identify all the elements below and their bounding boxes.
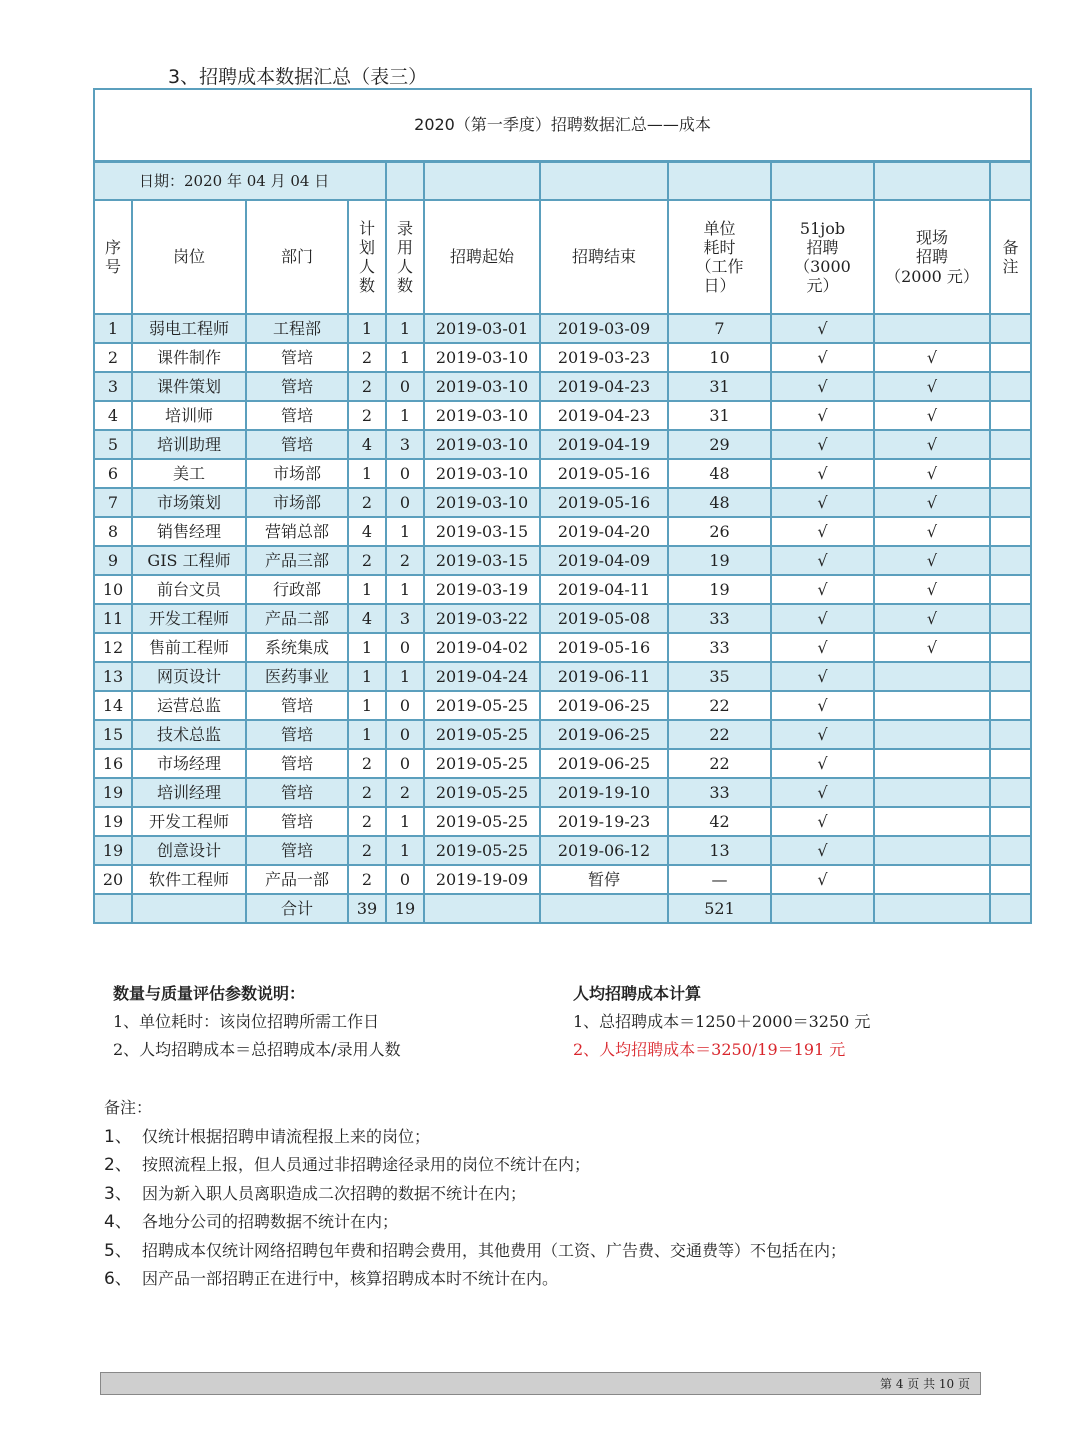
table-row (94, 343, 1031, 372)
table-row (94, 807, 1031, 836)
row-remark (990, 691, 1031, 720)
row-position: 课件制作 (132, 343, 246, 372)
remark-item (104, 1180, 964, 1209)
row-start: 2019-03-15 (424, 517, 540, 546)
row-remark (990, 401, 1031, 430)
table-row (94, 865, 1031, 894)
row-remark (990, 343, 1031, 372)
row-planned: 2 (348, 488, 386, 517)
row-51job: √ (771, 604, 874, 633)
evaluation-notes-title: 数量与质量评估参数说明： (113, 984, 306, 1003)
row-onsite: √ (874, 488, 990, 517)
cost-calculation-line-1: 1、总招聘成本＝1250＋2000＝3250 元 (573, 1012, 871, 1031)
row-start: 2019-03-10 (424, 459, 540, 488)
row-index: 15 (94, 720, 132, 749)
row-index: 19 (94, 778, 132, 807)
row-department: 管培 (246, 778, 348, 807)
row-days: 26 (668, 517, 771, 546)
row-index: 3 (94, 372, 132, 401)
row-planned: 1 (348, 575, 386, 604)
row-onsite: √ (874, 633, 990, 662)
table-title: 2020（第一季度）招聘数据汇总——成本 (94, 89, 1031, 162)
recruitment-cost-table (93, 88, 1032, 924)
total-days: 521 (668, 894, 771, 923)
row-position: 培训助理 (132, 430, 246, 459)
row-end: 2019-06-11 (540, 662, 668, 691)
row-index: 19 (94, 807, 132, 836)
row-hired: 2 (386, 778, 424, 807)
row-position: 开发工程师 (132, 604, 246, 633)
table-date: 日期：2020 年 04 月 04 日 (94, 162, 386, 201)
row-onsite: √ (874, 575, 990, 604)
row-remark (990, 604, 1031, 633)
row-planned: 2 (348, 836, 386, 865)
row-position: 售前工程师 (132, 633, 246, 662)
remark-number: 6、 (104, 1269, 132, 1289)
row-hired: 1 (386, 314, 424, 343)
header-index: 序 号 (94, 200, 132, 314)
row-position: 课件策划 (132, 372, 246, 401)
table-row (94, 517, 1031, 546)
row-end: 2019-04-09 (540, 546, 668, 575)
row-onsite: √ (874, 343, 990, 372)
row-51job: √ (771, 314, 874, 343)
row-hired: 0 (386, 749, 424, 778)
total-row (94, 894, 1031, 923)
row-51job: √ (771, 633, 874, 662)
row-start: 2019-05-25 (424, 778, 540, 807)
row-position: 开发工程师 (132, 807, 246, 836)
row-end: 2019-19-10 (540, 778, 668, 807)
remarks-list (104, 1123, 964, 1294)
row-onsite (874, 865, 990, 894)
row-position: 网页设计 (132, 662, 246, 691)
row-onsite (874, 807, 990, 836)
row-department: 管培 (246, 749, 348, 778)
row-index: 6 (94, 459, 132, 488)
remark-item (104, 1151, 964, 1180)
row-51job: √ (771, 575, 874, 604)
row-start: 2019-05-25 (424, 807, 540, 836)
remark-number: 1、 (104, 1126, 132, 1147)
row-end: 2019-05-16 (540, 488, 668, 517)
total-planned: 39 (348, 894, 386, 923)
row-hired: 1 (386, 517, 424, 546)
row-planned: 1 (348, 633, 386, 662)
row-end: 2019-06-25 (540, 749, 668, 778)
row-hired: 0 (386, 865, 424, 894)
table-row (94, 720, 1031, 749)
header-row (94, 200, 1031, 314)
date-row (94, 162, 1031, 201)
row-index: 16 (94, 749, 132, 778)
row-index: 8 (94, 517, 132, 546)
row-hired: 1 (386, 807, 424, 836)
row-hired: 0 (386, 633, 424, 662)
row-planned: 4 (348, 517, 386, 546)
row-planned: 2 (348, 546, 386, 575)
evaluation-notes (113, 980, 401, 1064)
header-planned: 计 划 人 数 (348, 200, 386, 314)
row-hired: 1 (386, 343, 424, 372)
row-days: 22 (668, 749, 771, 778)
table-row (94, 575, 1031, 604)
cost-table-frame (93, 88, 1030, 924)
row-index: 2 (94, 343, 132, 372)
row-position: 弱电工程师 (132, 314, 246, 343)
row-remark (990, 836, 1031, 865)
total-hired: 19 (386, 894, 424, 923)
row-hired: 2 (386, 546, 424, 575)
row-department: 系统集成 (246, 633, 348, 662)
table-row (94, 836, 1031, 865)
row-planned: 4 (348, 430, 386, 459)
row-position: 销售经理 (132, 517, 246, 546)
row-department: 医药事业 (246, 662, 348, 691)
row-days: 29 (668, 430, 771, 459)
row-position: 技术总监 (132, 720, 246, 749)
row-remark (990, 546, 1031, 575)
row-end: 2019-04-11 (540, 575, 668, 604)
table-row (94, 314, 1031, 343)
row-51job: √ (771, 807, 874, 836)
page-footer (100, 1372, 981, 1395)
row-remark (990, 488, 1031, 517)
row-onsite: √ (874, 459, 990, 488)
row-onsite: √ (874, 604, 990, 633)
row-hired: 0 (386, 691, 424, 720)
row-end: 暂停 (540, 865, 668, 894)
row-days: 33 (668, 778, 771, 807)
row-start: 2019-04-24 (424, 662, 540, 691)
row-end: 2019-05-08 (540, 604, 668, 633)
remark-text: 仅统计根据招聘申请流程报上来的岗位； (142, 1126, 431, 1146)
row-planned: 1 (348, 314, 386, 343)
row-end: 2019-05-16 (540, 459, 668, 488)
remark-text: 因产品一部招聘正在进行中，核算招聘成本时不统计在内。 (142, 1269, 559, 1288)
row-department: 工程部 (246, 314, 348, 343)
row-planned: 2 (348, 372, 386, 401)
remark-number: 2、 (104, 1155, 132, 1175)
table-row (94, 662, 1031, 691)
row-start: 2019-05-25 (424, 691, 540, 720)
remarks-title: 备注： (104, 1098, 153, 1117)
row-planned: 1 (348, 720, 386, 749)
row-51job: √ (771, 749, 874, 778)
table-row (94, 546, 1031, 575)
row-hired: 3 (386, 604, 424, 633)
row-start: 2019-05-25 (424, 836, 540, 865)
remark-item (104, 1208, 964, 1237)
row-department: 产品一部 (246, 865, 348, 894)
row-remark (990, 720, 1031, 749)
row-department: 市场部 (246, 488, 348, 517)
row-department: 管培 (246, 372, 348, 401)
row-position: 培训师 (132, 401, 246, 430)
header-remark: 备 注 (990, 200, 1031, 314)
row-start: 2019-03-10 (424, 372, 540, 401)
row-start: 2019-19-09 (424, 865, 540, 894)
cost-calculation-line-2: 2、人均招聘成本＝3250/19＝191 元 (573, 1040, 846, 1059)
row-index: 11 (94, 604, 132, 633)
remark-number: 4、 (104, 1212, 132, 1232)
row-start: 2019-03-10 (424, 401, 540, 430)
row-51job: √ (771, 430, 874, 459)
row-51job: √ (771, 372, 874, 401)
row-days: 22 (668, 691, 771, 720)
row-index: 12 (94, 633, 132, 662)
row-end: 2019-03-23 (540, 343, 668, 372)
row-51job: √ (771, 720, 874, 749)
row-start: 2019-03-10 (424, 488, 540, 517)
row-department: 市场部 (246, 459, 348, 488)
row-days: 48 (668, 488, 771, 517)
row-index: 1 (94, 314, 132, 343)
row-51job: √ (771, 517, 874, 546)
remark-number: 5、 (104, 1240, 132, 1261)
row-index: 14 (94, 691, 132, 720)
row-hired: 3 (386, 430, 424, 459)
header-end: 招聘结束 (540, 200, 668, 314)
row-51job: √ (771, 778, 874, 807)
row-remark (990, 662, 1031, 691)
row-onsite: √ (874, 430, 990, 459)
table-row (94, 372, 1031, 401)
row-hired: 1 (386, 836, 424, 865)
row-days: — (668, 865, 771, 894)
row-planned: 4 (348, 604, 386, 633)
table-row (94, 488, 1031, 517)
table-row (94, 633, 1031, 662)
row-remark (990, 633, 1031, 662)
remark-number: 3、 (104, 1183, 132, 1204)
row-department: 管培 (246, 836, 348, 865)
row-remark (990, 372, 1031, 401)
row-onsite (874, 778, 990, 807)
row-days: 33 (668, 604, 771, 633)
section-heading: 3、招聘成本数据汇总（表三） (168, 66, 428, 88)
row-position: 创意设计 (132, 836, 246, 865)
header-duration: 单位 耗时 （工作 日） (668, 200, 771, 314)
page-number: 第 4 页 共 10 页 (880, 1377, 970, 1391)
row-index: 7 (94, 488, 132, 517)
evaluation-note-2: 2、人均招聘成本＝总招聘成本/录用人数 (113, 1040, 401, 1059)
row-onsite (874, 662, 990, 691)
row-position: 运营总监 (132, 691, 246, 720)
row-index: 9 (94, 546, 132, 575)
row-planned: 2 (348, 401, 386, 430)
row-days: 31 (668, 401, 771, 430)
row-onsite: √ (874, 372, 990, 401)
row-remark (990, 575, 1031, 604)
header-department: 部门 (246, 200, 348, 314)
row-position: 软件工程师 (132, 865, 246, 894)
table-row (94, 691, 1031, 720)
row-planned: 2 (348, 778, 386, 807)
remark-item (104, 1123, 964, 1152)
row-hired: 0 (386, 372, 424, 401)
row-hired: 0 (386, 488, 424, 517)
row-51job: √ (771, 401, 874, 430)
row-days: 48 (668, 459, 771, 488)
row-remark (990, 749, 1031, 778)
row-start: 2019-05-25 (424, 749, 540, 778)
row-department: 产品三部 (246, 546, 348, 575)
table-row (94, 778, 1031, 807)
row-51job: √ (771, 488, 874, 517)
row-51job: √ (771, 459, 874, 488)
row-onsite: √ (874, 517, 990, 546)
row-department: 管培 (246, 430, 348, 459)
remark-text: 各地分公司的招聘数据不统计在内； (142, 1212, 399, 1231)
row-days: 19 (668, 546, 771, 575)
total-label: 合计 (246, 894, 348, 923)
row-index: 4 (94, 401, 132, 430)
row-days: 13 (668, 836, 771, 865)
row-51job: √ (771, 691, 874, 720)
cost-calculation (573, 980, 870, 1064)
row-days: 42 (668, 807, 771, 836)
remark-text: 因为新入职人员离职造成二次招聘的数据不统计在内； (142, 1183, 527, 1203)
row-end: 2019-05-16 (540, 633, 668, 662)
row-days: 22 (668, 720, 771, 749)
row-remark (990, 459, 1031, 488)
row-index: 13 (94, 662, 132, 691)
remark-text: 按照流程上报，但人员通过非招聘途径录用的岗位不统计在内； (142, 1155, 591, 1174)
row-days: 31 (668, 372, 771, 401)
header-onsite: 现场 招聘 （2000 元） (874, 200, 990, 314)
row-department: 产品二部 (246, 604, 348, 633)
row-51job: √ (771, 662, 874, 691)
row-end: 2019-04-19 (540, 430, 668, 459)
row-position: 市场经理 (132, 749, 246, 778)
row-onsite (874, 314, 990, 343)
row-51job: √ (771, 546, 874, 575)
row-onsite (874, 836, 990, 865)
row-start: 2019-03-10 (424, 343, 540, 372)
row-start: 2019-04-02 (424, 633, 540, 662)
row-remark (990, 778, 1031, 807)
row-hired: 0 (386, 720, 424, 749)
row-end: 2019-06-25 (540, 720, 668, 749)
row-end: 2019-04-20 (540, 517, 668, 546)
row-51job: √ (771, 865, 874, 894)
cost-calculation-title: 人均招聘成本计算 (573, 984, 702, 1003)
row-51job: √ (771, 836, 874, 865)
row-remark (990, 430, 1031, 459)
row-department: 行政部 (246, 575, 348, 604)
row-department: 营销总部 (246, 517, 348, 546)
row-department: 管培 (246, 691, 348, 720)
row-start: 2019-03-10 (424, 430, 540, 459)
row-start: 2019-05-25 (424, 720, 540, 749)
table-row (94, 459, 1031, 488)
row-hired: 1 (386, 401, 424, 430)
row-remark (990, 865, 1031, 894)
row-onsite (874, 720, 990, 749)
header-position: 岗位 (132, 200, 246, 314)
row-remark (990, 517, 1031, 546)
row-onsite: √ (874, 546, 990, 575)
row-planned: 2 (348, 343, 386, 372)
row-start: 2019-03-22 (424, 604, 540, 633)
row-index: 19 (94, 836, 132, 865)
row-end: 2019-04-23 (540, 401, 668, 430)
row-end: 2019-19-23 (540, 807, 668, 836)
row-start: 2019-03-01 (424, 314, 540, 343)
row-planned: 1 (348, 691, 386, 720)
row-onsite (874, 749, 990, 778)
row-department: 管培 (246, 807, 348, 836)
row-position: 市场策划 (132, 488, 246, 517)
row-start: 2019-03-19 (424, 575, 540, 604)
header-51job: 51job 招聘 （3000 元） (771, 200, 874, 314)
row-end: 2019-06-12 (540, 836, 668, 865)
row-days: 7 (668, 314, 771, 343)
row-days: 10 (668, 343, 771, 372)
remark-item (104, 1265, 964, 1294)
remarks-section (104, 1094, 964, 1294)
row-hired: 0 (386, 459, 424, 488)
row-end: 2019-04-23 (540, 372, 668, 401)
row-days: 33 (668, 633, 771, 662)
evaluation-note-1: 1、单位耗时：该岗位招聘所需工作日 (113, 1012, 380, 1031)
row-remark (990, 314, 1031, 343)
remark-item (104, 1237, 964, 1266)
row-department: 管培 (246, 720, 348, 749)
row-department: 管培 (246, 343, 348, 372)
row-hired: 1 (386, 575, 424, 604)
table-row (94, 749, 1031, 778)
row-start: 2019-03-15 (424, 546, 540, 575)
row-planned: 2 (348, 865, 386, 894)
row-remark (990, 807, 1031, 836)
row-end: 2019-03-09 (540, 314, 668, 343)
row-planned: 2 (348, 807, 386, 836)
row-index: 20 (94, 865, 132, 894)
row-planned: 1 (348, 662, 386, 691)
row-planned: 1 (348, 459, 386, 488)
row-end: 2019-06-25 (540, 691, 668, 720)
row-onsite (874, 691, 990, 720)
row-planned: 2 (348, 749, 386, 778)
row-index: 10 (94, 575, 132, 604)
table-row (94, 604, 1031, 633)
row-department: 管培 (246, 401, 348, 430)
row-index: 5 (94, 430, 132, 459)
row-51job: √ (771, 343, 874, 372)
row-position: GIS 工程师 (132, 546, 246, 575)
remark-text: 招聘成本仅统计网络招聘包年费和招聘会费用，其他费用（工资、广告费、交通费等）不包括在内； (142, 1240, 847, 1260)
row-onsite: √ (874, 401, 990, 430)
row-position: 美工 (132, 459, 246, 488)
table-row (94, 430, 1031, 459)
row-position: 前台文员 (132, 575, 246, 604)
row-position: 培训经理 (132, 778, 246, 807)
table-row (94, 401, 1031, 430)
header-hired: 录 用 人 数 (386, 200, 424, 314)
row-days: 19 (668, 575, 771, 604)
row-days: 35 (668, 662, 771, 691)
row-hired: 1 (386, 662, 424, 691)
header-start: 招聘起始 (424, 200, 540, 314)
